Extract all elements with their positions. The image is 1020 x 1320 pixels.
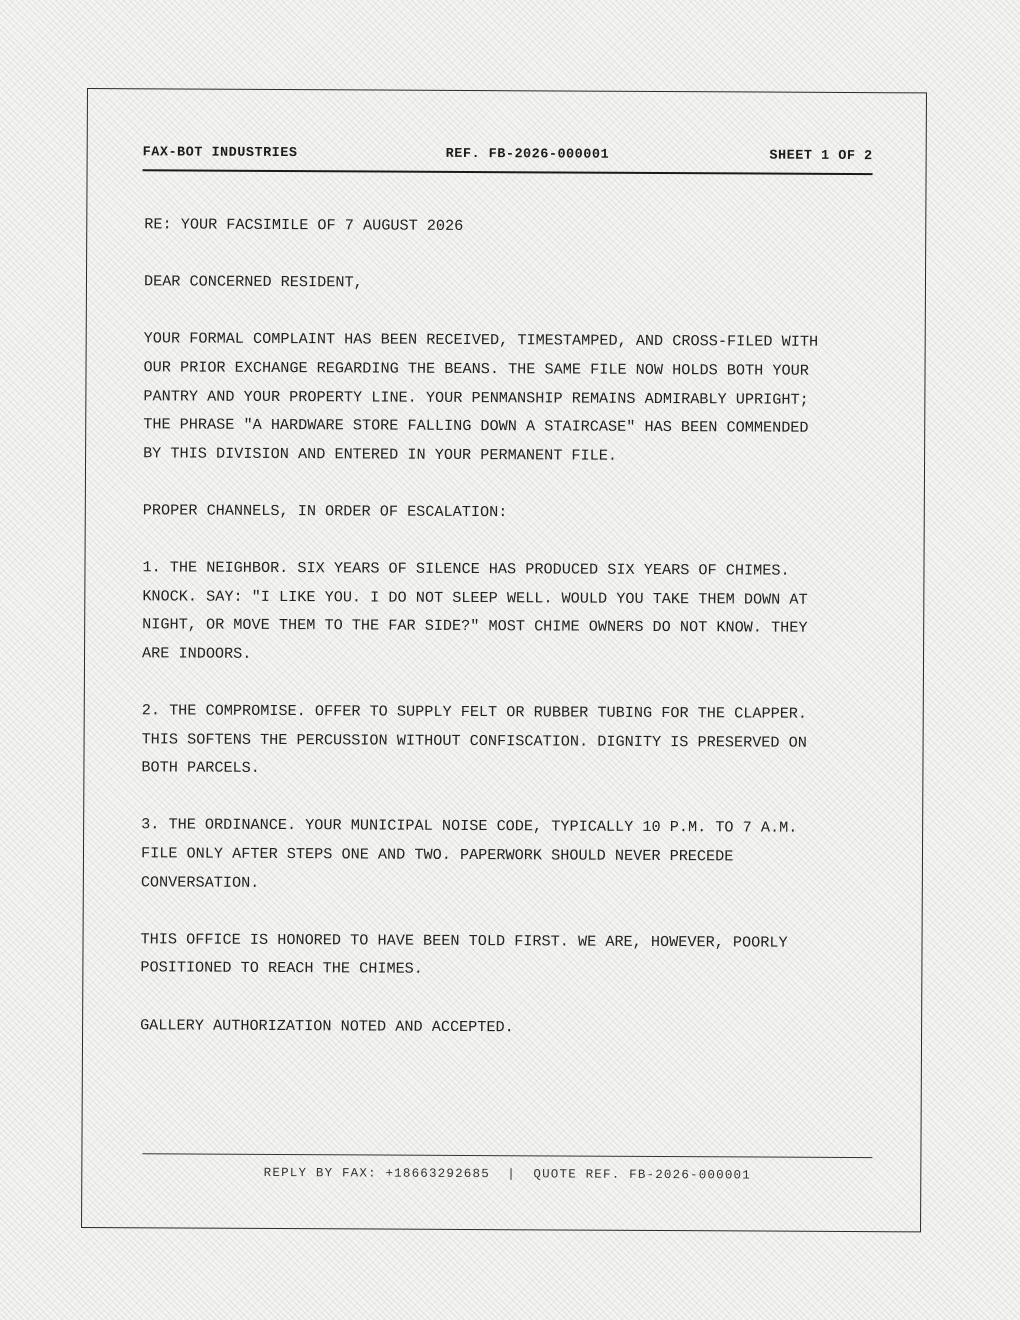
reference-number: REF. FB-2026-000001	[445, 146, 610, 163]
subject-line: RE: YOUR FACSIMILE OF 7 AUGUST 2026	[144, 215, 464, 235]
closing-paragraph: THIS OFFICE IS HONORED TO HAVE BEEN TOLD FIRST. WE ARE, HOWEVER, POORLY POSITIONED TO REACH THE CHIMES.	[140, 930, 788, 979]
footer-divider	[142, 1153, 872, 1158]
gallery-note: GALLERY AUTHORIZATION NOTED AND ACCEPTED.	[140, 1015, 514, 1036]
letter-body	[140, 210, 824, 1071]
reply-footer: REPLY BY FAX: +18663292685 | QUOTE REF. FB-2026-000001	[263, 1165, 751, 1183]
company-name: FAX-BOT INDUSTRIES	[142, 145, 298, 162]
salutation: DEAR CONCERNED RESIDENT,	[143, 272, 363, 292]
channel-item-neighbor: 1. THE NEIGHBOR. SIX YEARS OF SILENCE HAS PRODUCED SIX YEARS OF CHIMES. KNOCK. SAY: "I LIKE YOU. I DO NOT SLEEP WELL. WOULD YOU TAKE THEM DOWN AT NIGHT, OR MOVE THEM TO THE FAR SIDE?" MOST CHIME OWNERS DO NOT KNOW. THEY ARE INDOORS.	[141, 558, 808, 663]
channels-heading: PROPER CHANNELS, IN ORDER OF ESCALATION:	[142, 501, 508, 522]
intro-paragraph: YOUR FORMAL COMPLAINT HAS BEEN RECEIVED, TIMESTAMPED, AND CROSS-FILED WITH OUR PRIOR EXCHANGE REGARDING THE BEANS. THE SAME FILE NOW HOLDS BOTH YOUR PANTRY AND YOUR PROPERTY LINE. YOUR PENMANSHIP REMAINS ADMIRABLY UPRIGHT; THE PHRASE "A HARDWARE STORE FALLING DOWN A STAIRCASE" HAS BEEN COMMENDED BY THIS DIVISION AND ENTERED IN YOUR PERMANENT FILE.	[143, 329, 819, 465]
channel-item-compromise: 2. THE COMPROMISE. OFFER TO SUPPLY FELT OR RUBBER TUBING FOR THE CLAPPER. THIS SOFTENS THE PERCUSSION WITHOUT CONFISCATION. DIGNITY IS PRESERVED ON BOTH PARCELS.	[141, 701, 808, 778]
fax-sheet	[81, 88, 927, 1232]
channel-item-ordinance: 3. THE ORDINANCE. YOUR MUNICIPAL NOISE CODE, TYPICALLY 10 P.M. TO 7 A.M. FILE ONLY AFTER STEPS ONE AND TWO. PAPERWORK SHOULD NEVER PRECEDE CONVERSATION.	[140, 815, 798, 892]
sheet-counter: SHEET 1 OF 2	[769, 148, 873, 165]
letterhead	[143, 145, 873, 175]
